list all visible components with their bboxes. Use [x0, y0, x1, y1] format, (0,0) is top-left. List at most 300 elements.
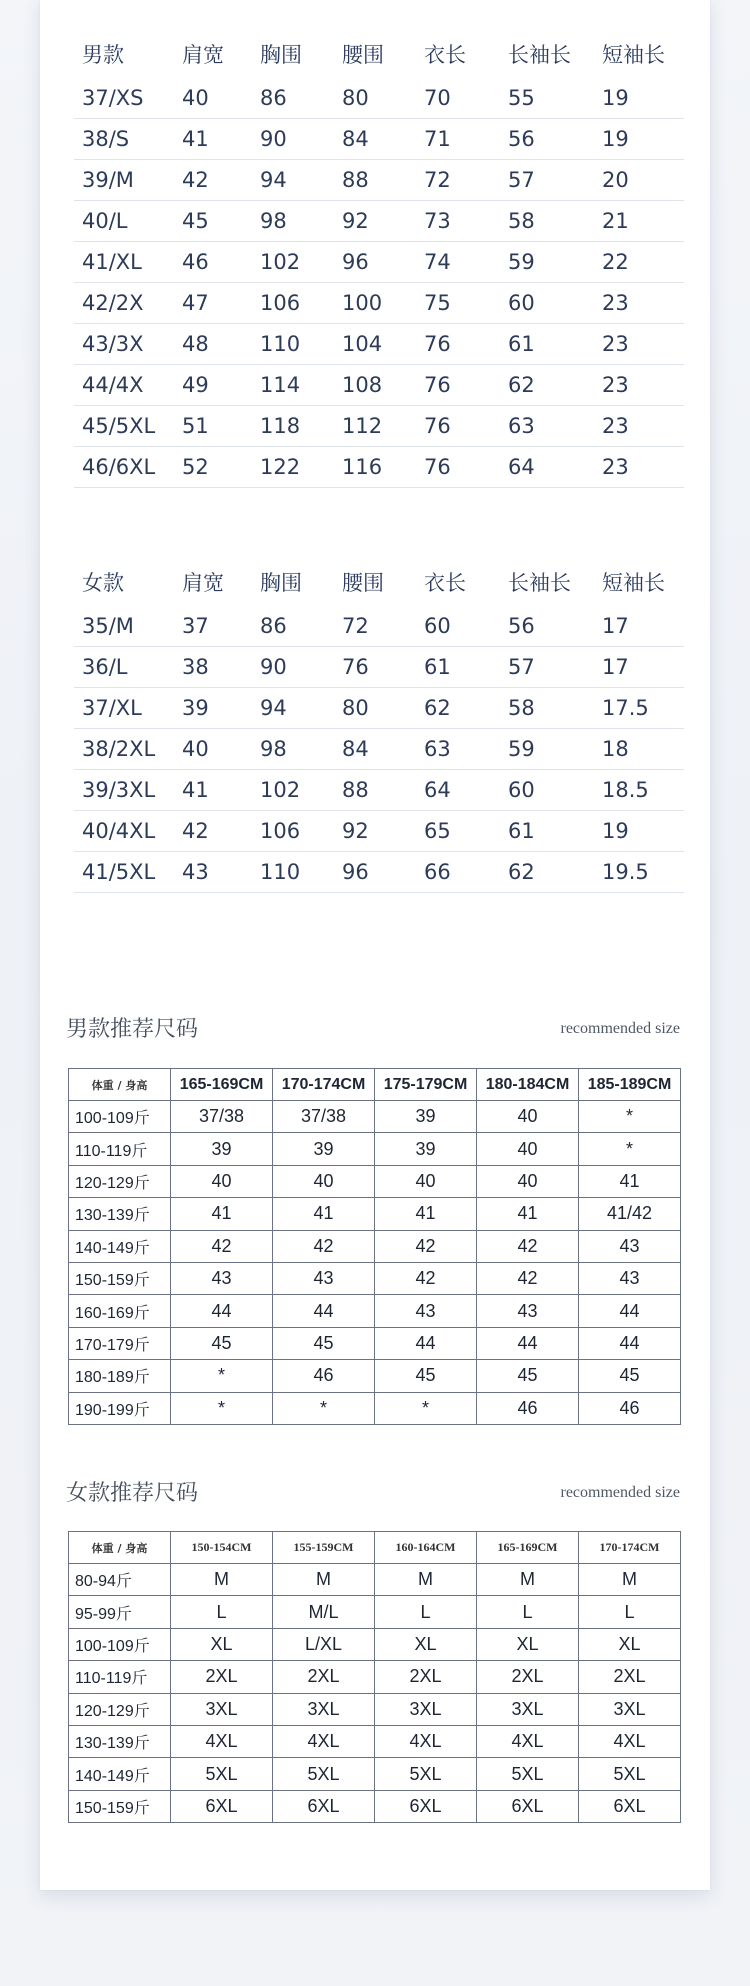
men-rec-size-value: 44: [477, 1327, 579, 1359]
women-size-value: 56: [508, 606, 602, 647]
men-rec-size-value: 40: [171, 1165, 273, 1197]
men-size-row: [74, 406, 684, 447]
women-rec-size-value: XL: [579, 1628, 681, 1660]
women-rec-weight-label: 140-149斤: [69, 1758, 171, 1790]
women-rec-size-value: 6XL: [579, 1790, 681, 1822]
men-rec-row: [69, 1198, 681, 1230]
men-size-value: 94: [260, 160, 342, 201]
men-rec-weight-label: 170-179斤: [69, 1327, 171, 1359]
men-rec-size-value: 37/38: [273, 1101, 375, 1133]
men-rec-size-value: 43: [477, 1295, 579, 1327]
women-rec-title: 女款推荐尺码: [66, 1481, 199, 1506]
men-rec-row: [69, 1262, 681, 1294]
men-size-value: 98: [260, 201, 342, 242]
men-rec-size-value: *: [579, 1133, 681, 1165]
women-rec-table: [68, 1531, 681, 1823]
women-rec-size-value: 2XL: [171, 1661, 273, 1693]
men-rec-size-value: 39: [171, 1133, 273, 1165]
men-size-row: [74, 160, 684, 201]
women-size-value: 61: [424, 647, 508, 688]
men-size-value: 58: [508, 201, 602, 242]
men-size-header-cell: 肩宽: [182, 43, 224, 67]
women-size-value: 18.5: [602, 770, 684, 811]
women-size-row: [74, 729, 684, 770]
women-size-value: 62: [508, 852, 602, 893]
women-rec-size-value: L: [477, 1596, 579, 1628]
men-rec-weight-label: 120-129斤: [69, 1165, 171, 1197]
men-size-value: 116: [342, 447, 424, 488]
men-rec-size-value: 41: [477, 1198, 579, 1230]
women-rec-size-value: M/L: [273, 1596, 375, 1628]
men-size-value: 42: [182, 160, 260, 201]
women-rec-size-value: M: [273, 1564, 375, 1596]
men-rec-size-value: 39: [273, 1133, 375, 1165]
men-size-value: 51: [182, 406, 260, 447]
women-size-header-cell: 肩宽: [182, 571, 224, 595]
men-rec-size-value: 43: [375, 1295, 477, 1327]
men-size-value: 100: [342, 283, 424, 324]
men-rec-weight-label: 130-139斤: [69, 1198, 171, 1230]
women-size-value: 84: [342, 729, 424, 770]
women-size-size-label: 38/2XL: [74, 729, 182, 770]
women-size-value: 17: [602, 606, 684, 647]
women-rec-size-value: M: [579, 1564, 681, 1596]
women-rec-size-value: 4XL: [579, 1725, 681, 1757]
men-size-value: 86: [260, 78, 342, 119]
women-size-value: 72: [342, 606, 424, 647]
women-size-value: 17.5: [602, 688, 684, 729]
men-size-value: 45: [182, 201, 260, 242]
men-size-size-label: 39/M: [74, 160, 182, 201]
men-size-value: 110: [260, 324, 342, 365]
men-rec-subtitle: recommended size: [560, 1020, 680, 1037]
women-size-value: 76: [342, 647, 424, 688]
women-size-value: 39: [182, 688, 260, 729]
men-size-value: 56: [508, 119, 602, 160]
men-rec-size-value: 43: [579, 1262, 681, 1294]
women-rec-size-value: 6XL: [171, 1790, 273, 1822]
women-size-value: 62: [424, 688, 508, 729]
women-rec-weight-label: 110-119斤: [69, 1661, 171, 1693]
men-rec-size-value: 42: [375, 1262, 477, 1294]
women-size-table: [74, 558, 684, 893]
men-size-value: 112: [342, 406, 424, 447]
men-size-header-cell: 衣长: [424, 43, 466, 67]
men-rec-size-value: 44: [171, 1295, 273, 1327]
men-size-value: 23: [602, 447, 684, 488]
women-rec-size-value: 6XL: [273, 1790, 375, 1822]
women-size-value: 17: [602, 647, 684, 688]
women-size-row: [74, 811, 684, 852]
women-rec-height-header: 155-159CM: [273, 1532, 375, 1564]
men-rec-weight-label: 180-189斤: [69, 1360, 171, 1392]
men-rec-size-value: 37/38: [171, 1101, 273, 1133]
men-size-value: 48: [182, 324, 260, 365]
women-size-value: 98: [260, 729, 342, 770]
women-rec-size-value: L/XL: [273, 1628, 375, 1660]
men-rec-size-value: *: [579, 1101, 681, 1133]
women-size-value: 38: [182, 647, 260, 688]
men-size-header-row: [74, 30, 684, 78]
women-size-value: 86: [260, 606, 342, 647]
men-rec-weight-label: 160-169斤: [69, 1295, 171, 1327]
men-size-value: 92: [342, 201, 424, 242]
women-size-size-label: 35/M: [74, 606, 182, 647]
women-size-header-cell: 短袖长: [602, 571, 665, 595]
men-size-value: 76: [424, 447, 508, 488]
women-rec-size-value: XL: [375, 1628, 477, 1660]
women-rec-height-header: 160-164CM: [375, 1532, 477, 1564]
men-rec-size-value: 44: [579, 1295, 681, 1327]
men-size-value: 40: [182, 78, 260, 119]
men-size-value: 23: [602, 324, 684, 365]
men-size-value: 20: [602, 160, 684, 201]
men-rec-weight-label: 150-159斤: [69, 1262, 171, 1294]
men-rec-size-value: 45: [477, 1360, 579, 1392]
women-size-value: 88: [342, 770, 424, 811]
men-rec-weight-label: 110-119斤: [69, 1133, 171, 1165]
women-rec-size-value: 3XL: [579, 1693, 681, 1725]
men-size-value: 55: [508, 78, 602, 119]
men-rec-size-value: 41: [375, 1198, 477, 1230]
women-size-row: [74, 852, 684, 893]
men-rec-size-value: 46: [477, 1392, 579, 1424]
men-size-value: 41: [182, 119, 260, 160]
women-size-value: 43: [182, 852, 260, 893]
women-size-value: 37: [182, 606, 260, 647]
men-rec-corner-header: 体重 / 身高: [69, 1069, 171, 1101]
men-size-table: [74, 30, 684, 488]
women-size-value: 41: [182, 770, 260, 811]
men-rec-size-value: *: [273, 1392, 375, 1424]
women-size-value: 40: [182, 729, 260, 770]
women-size-row: [74, 688, 684, 729]
men-rec-size-value: 39: [375, 1101, 477, 1133]
women-rec-size-value: 6XL: [375, 1790, 477, 1822]
men-size-value: 19: [602, 78, 684, 119]
men-rec-size-value: 40: [477, 1133, 579, 1165]
men-rec-size-value: 41: [273, 1198, 375, 1230]
size-chart-card: [40, 0, 710, 1890]
men-size-value: 23: [602, 406, 684, 447]
men-rec-size-value: *: [171, 1392, 273, 1424]
men-rec-size-value: 45: [579, 1360, 681, 1392]
men-rec-row: [69, 1230, 681, 1262]
women-rec-height-header: 170-174CM: [579, 1532, 681, 1564]
men-size-value: 76: [424, 365, 508, 406]
women-rec-weight-label: 80-94斤: [69, 1564, 171, 1596]
women-rec-height-header: 150-154CM: [171, 1532, 273, 1564]
women-rec-size-value: 5XL: [171, 1758, 273, 1790]
men-size-size-label: 41/XL: [74, 242, 182, 283]
women-size-value: 106: [260, 811, 342, 852]
men-size-value: 60: [508, 283, 602, 324]
men-size-value: 49: [182, 365, 260, 406]
men-rec-size-value: 45: [375, 1360, 477, 1392]
men-size-value: 23: [602, 365, 684, 406]
women-size-row: [74, 647, 684, 688]
men-rec-size-value: 40: [477, 1165, 579, 1197]
men-rec-size-value: *: [375, 1392, 477, 1424]
men-size-value: 104: [342, 324, 424, 365]
women-rec-size-value: 5XL: [477, 1758, 579, 1790]
women-size-value: 65: [424, 811, 508, 852]
men-rec-height-header: 170-174CM: [273, 1069, 375, 1101]
men-rec-size-value: 41: [171, 1198, 273, 1230]
women-size-value: 90: [260, 647, 342, 688]
men-size-value: 75: [424, 283, 508, 324]
men-rec-height-header: 165-169CM: [171, 1069, 273, 1101]
women-rec-size-value: 3XL: [273, 1693, 375, 1725]
men-rec-size-value: 41: [579, 1165, 681, 1197]
men-size-row: [74, 119, 684, 160]
women-rec-size-value: 4XL: [375, 1725, 477, 1757]
women-size-value: 57: [508, 647, 602, 688]
women-size-value: 66: [424, 852, 508, 893]
women-rec-size-value: 5XL: [579, 1758, 681, 1790]
women-size-value: 42: [182, 811, 260, 852]
women-rec-size-value: 4XL: [273, 1725, 375, 1757]
men-size-value: 118: [260, 406, 342, 447]
men-rec-row: [69, 1133, 681, 1165]
men-rec-size-value: 40: [477, 1101, 579, 1133]
women-size-size-label: 36/L: [74, 647, 182, 688]
men-size-size-label: 38/S: [74, 119, 182, 160]
men-rec-size-value: 42: [273, 1230, 375, 1262]
men-size-value: 90: [260, 119, 342, 160]
women-size-value: 92: [342, 811, 424, 852]
women-rec-size-value: 3XL: [477, 1693, 579, 1725]
men-rec-size-value: 43: [273, 1262, 375, 1294]
women-rec-size-value: 2XL: [273, 1661, 375, 1693]
men-rec-weight-label: 190-199斤: [69, 1392, 171, 1424]
men-rec-size-value: 39: [375, 1133, 477, 1165]
men-size-value: 64: [508, 447, 602, 488]
women-size-value: 58: [508, 688, 602, 729]
men-rec-weight-label: 140-149斤: [69, 1230, 171, 1262]
women-rec-subtitle: recommended size: [560, 1484, 680, 1501]
men-size-value: 59: [508, 242, 602, 283]
men-size-value: 84: [342, 119, 424, 160]
men-size-value: 108: [342, 365, 424, 406]
men-rec-size-value: 44: [375, 1327, 477, 1359]
women-rec-row: [69, 1693, 681, 1725]
women-size-value: 80: [342, 688, 424, 729]
women-rec-size-value: 2XL: [579, 1661, 681, 1693]
men-size-size-label: 46/6XL: [74, 447, 182, 488]
men-rec-height-header: 185-189CM: [579, 1069, 681, 1101]
men-size-value: 63: [508, 406, 602, 447]
women-rec-row: [69, 1725, 681, 1757]
women-rec-size-value: XL: [171, 1628, 273, 1660]
women-rec-size-value: 5XL: [375, 1758, 477, 1790]
men-size-header-cell: 腰围: [342, 43, 384, 67]
men-size-value: 73: [424, 201, 508, 242]
men-rec-size-value: 42: [171, 1230, 273, 1262]
women-rec-size-value: 2XL: [375, 1661, 477, 1693]
men-size-row: [74, 447, 684, 488]
men-size-value: 19: [602, 119, 684, 160]
men-size-value: 76: [424, 406, 508, 447]
women-size-value: 19: [602, 811, 684, 852]
men-size-row: [74, 242, 684, 283]
women-size-header-cell: 长袖长: [508, 571, 571, 595]
men-size-row: [74, 78, 684, 119]
women-rec-size-value: 5XL: [273, 1758, 375, 1790]
women-rec-row: [69, 1758, 681, 1790]
men-size-value: 80: [342, 78, 424, 119]
men-rec-size-value: 45: [171, 1327, 273, 1359]
women-rec-header-row: [69, 1532, 681, 1564]
women-size-value: 60: [424, 606, 508, 647]
women-rec-size-value: M: [171, 1564, 273, 1596]
women-size-value: 110: [260, 852, 342, 893]
men-rec-size-value: 41/42: [579, 1198, 681, 1230]
men-rec-size-value: 43: [579, 1230, 681, 1262]
men-size-header-cell: 胸围: [260, 43, 302, 67]
women-rec-size-value: M: [375, 1564, 477, 1596]
men-rec-header-row: [69, 1069, 681, 1101]
women-size-header-cell: 腰围: [342, 571, 384, 595]
men-size-value: 61: [508, 324, 602, 365]
women-rec-size-value: L: [171, 1596, 273, 1628]
men-size-value: 52: [182, 447, 260, 488]
women-rec-weight-label: 100-109斤: [69, 1628, 171, 1660]
men-rec-height-header: 180-184CM: [477, 1069, 579, 1101]
men-size-value: 23: [602, 283, 684, 324]
women-rec-size-value: 3XL: [375, 1693, 477, 1725]
men-size-size-label: 45/5XL: [74, 406, 182, 447]
men-rec-row: [69, 1165, 681, 1197]
men-size-value: 102: [260, 242, 342, 283]
women-rec-row: [69, 1628, 681, 1660]
men-size-header-cell: 短袖长: [602, 43, 665, 67]
men-size-value: 122: [260, 447, 342, 488]
men-rec-row: [69, 1327, 681, 1359]
men-size-size-label: 43/3X: [74, 324, 182, 365]
women-size-value: 64: [424, 770, 508, 811]
men-size-size-label: 37/XS: [74, 78, 182, 119]
women-rec-weight-label: 150-159斤: [69, 1790, 171, 1822]
women-rec-height-header: 165-169CM: [477, 1532, 579, 1564]
women-rec-row: [69, 1564, 681, 1596]
women-rec-size-value: XL: [477, 1628, 579, 1660]
men-size-row: [74, 365, 684, 406]
men-size-value: 46: [182, 242, 260, 283]
women-rec-size-value: 4XL: [477, 1725, 579, 1757]
men-rec-size-value: 46: [273, 1360, 375, 1392]
men-rec-height-header: 175-179CM: [375, 1069, 477, 1101]
men-size-value: 70: [424, 78, 508, 119]
women-size-row: [74, 606, 684, 647]
women-size-size-label: 37/XL: [74, 688, 182, 729]
men-rec-size-value: 42: [477, 1230, 579, 1262]
men-size-value: 47: [182, 283, 260, 324]
women-rec-weight-label: 120-129斤: [69, 1693, 171, 1725]
men-size-row: [74, 201, 684, 242]
women-rec-size-value: L: [375, 1596, 477, 1628]
men-rec-size-value: 43: [171, 1262, 273, 1294]
men-size-value: 106: [260, 283, 342, 324]
women-rec-row: [69, 1596, 681, 1628]
women-rec-size-value: L: [579, 1596, 681, 1628]
women-size-value: 96: [342, 852, 424, 893]
women-size-value: 102: [260, 770, 342, 811]
men-rec-row: [69, 1360, 681, 1392]
women-rec-weight-label: 130-139斤: [69, 1725, 171, 1757]
men-rec-size-value: 42: [477, 1262, 579, 1294]
women-size-value: 63: [424, 729, 508, 770]
women-rec-row: [69, 1790, 681, 1822]
men-rec-size-value: 45: [273, 1327, 375, 1359]
women-rec-size-value: M: [477, 1564, 579, 1596]
men-size-value: 71: [424, 119, 508, 160]
men-rec-row: [69, 1101, 681, 1133]
men-rec-row: [69, 1295, 681, 1327]
women-size-value: 19.5: [602, 852, 684, 893]
men-size-value: 57: [508, 160, 602, 201]
women-rec-size-value: 6XL: [477, 1790, 579, 1822]
women-rec-weight-label: 95-99斤: [69, 1596, 171, 1628]
women-size-header-cell: 胸围: [260, 571, 302, 595]
men-rec-size-value: 42: [375, 1230, 477, 1262]
women-size-value: 94: [260, 688, 342, 729]
women-rec-row: [69, 1661, 681, 1693]
women-size-header-cell: 女款: [82, 571, 124, 595]
men-size-header-cell: 男款: [82, 43, 124, 67]
women-size-size-label: 41/5XL: [74, 852, 182, 893]
men-rec-row: [69, 1392, 681, 1424]
men-rec-table: [68, 1068, 681, 1425]
men-rec-size-value: 40: [273, 1165, 375, 1197]
men-size-value: 74: [424, 242, 508, 283]
women-rec-size-value: 2XL: [477, 1661, 579, 1693]
men-size-value: 21: [602, 201, 684, 242]
men-rec-size-value: 40: [375, 1165, 477, 1197]
women-size-value: 60: [508, 770, 602, 811]
men-size-value: 96: [342, 242, 424, 283]
men-size-value: 22: [602, 242, 684, 283]
women-size-size-label: 40/4XL: [74, 811, 182, 852]
men-size-header-cell: 长袖长: [508, 43, 571, 67]
men-size-size-label: 40/L: [74, 201, 182, 242]
men-size-size-label: 42/2X: [74, 283, 182, 324]
men-size-row: [74, 283, 684, 324]
women-size-header-row: [74, 558, 684, 606]
women-rec-size-value: 3XL: [171, 1693, 273, 1725]
women-size-row: [74, 770, 684, 811]
men-rec-size-value: 44: [579, 1327, 681, 1359]
men-rec-weight-label: 100-109斤: [69, 1101, 171, 1133]
women-size-value: 61: [508, 811, 602, 852]
men-size-value: 76: [424, 324, 508, 365]
women-size-size-label: 39/3XL: [74, 770, 182, 811]
women-rec-corner-header: 体重 / 身高: [69, 1532, 171, 1564]
men-rec-size-value: *: [171, 1360, 273, 1392]
men-size-row: [74, 324, 684, 365]
men-rec-size-value: 44: [273, 1295, 375, 1327]
women-size-value: 59: [508, 729, 602, 770]
women-size-value: 18: [602, 729, 684, 770]
men-size-value: 114: [260, 365, 342, 406]
men-size-value: 62: [508, 365, 602, 406]
men-size-value: 88: [342, 160, 424, 201]
men-rec-size-value: 46: [579, 1392, 681, 1424]
women-rec-size-value: 4XL: [171, 1725, 273, 1757]
men-size-value: 72: [424, 160, 508, 201]
men-rec-title: 男款推荐尺码: [66, 1017, 199, 1042]
women-size-header-cell: 衣长: [424, 571, 466, 595]
